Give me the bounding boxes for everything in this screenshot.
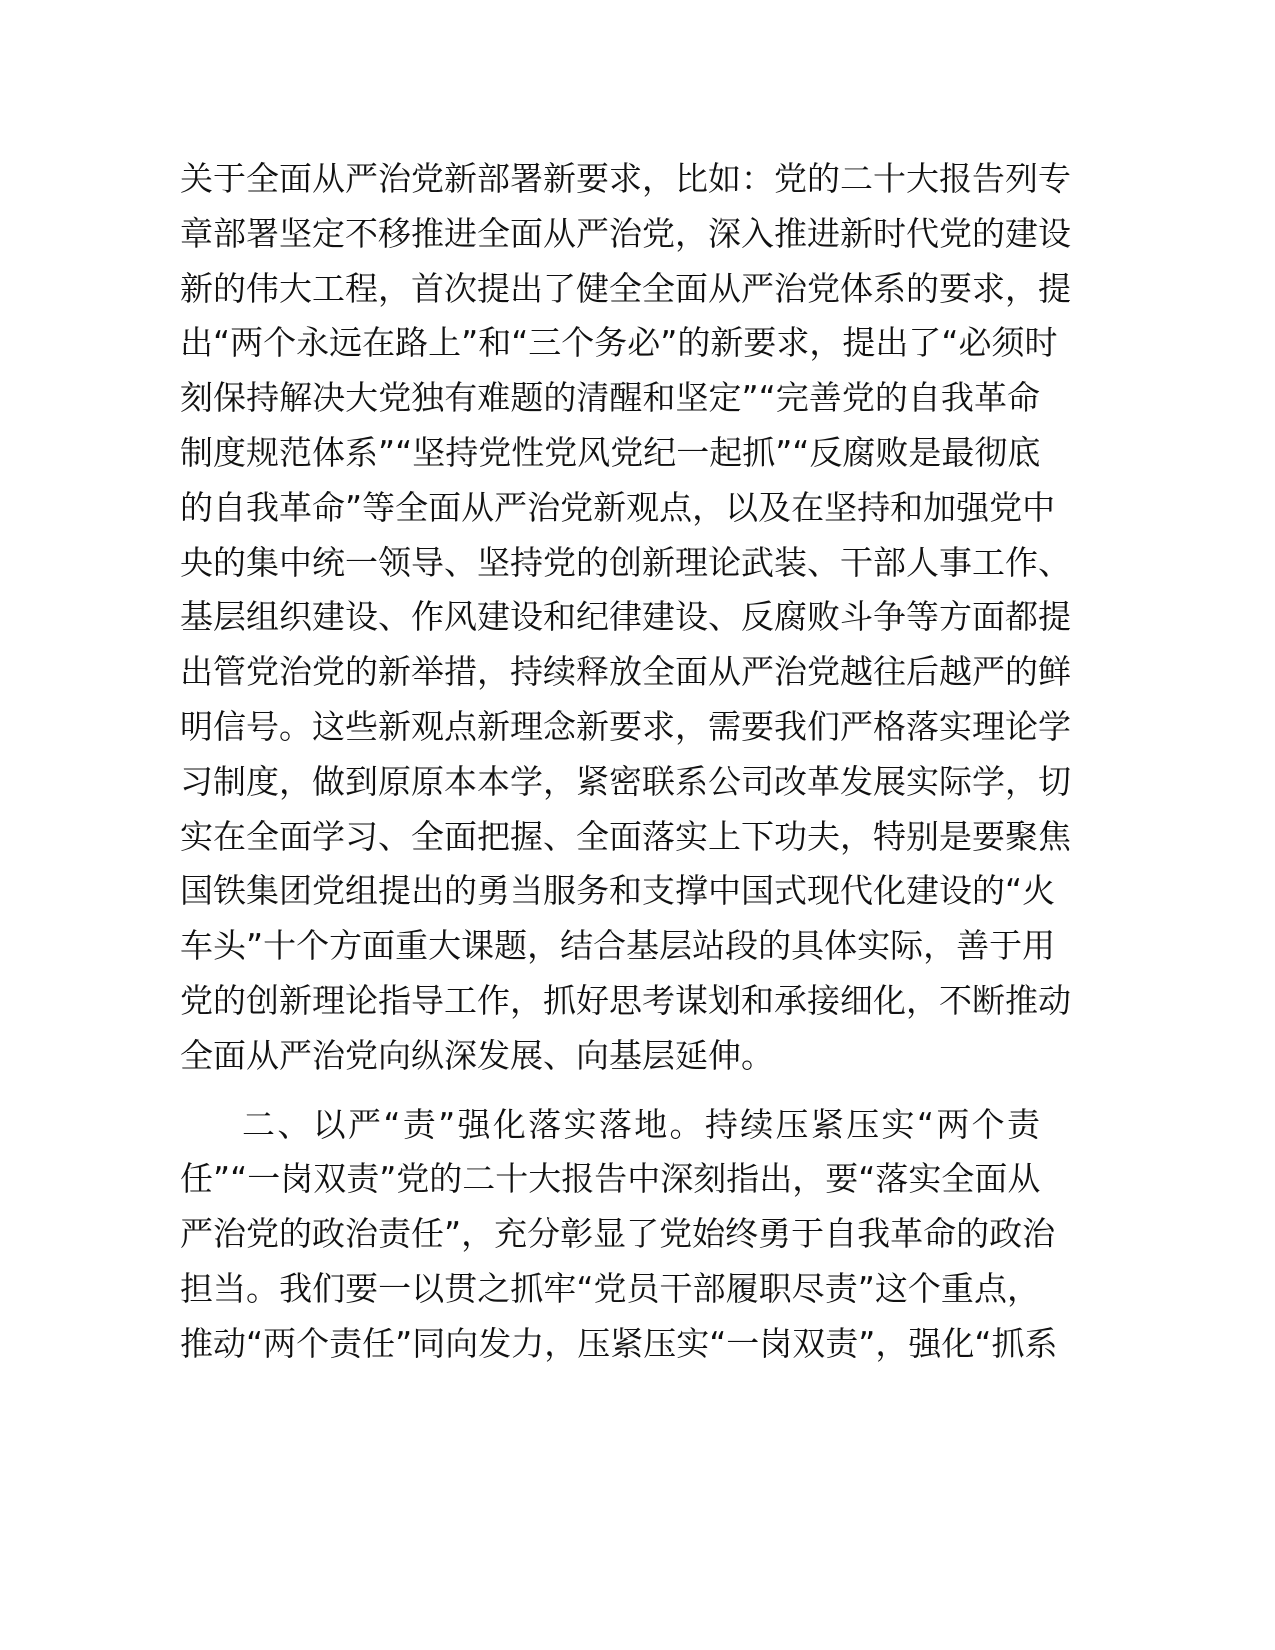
text-line: 习制度，做到原原本本学，紧密联系公司改革发展实际学，切 (180, 761, 1071, 801)
text-line: 出管党治党的新举措，持续释放全面从严治党越往后越严的鲜 (180, 652, 1071, 692)
text-line: 章部署坚定不移推进全面从严治党，深入推进新时代党的建设 (180, 213, 1071, 253)
document-body (180, 152, 1071, 1372)
text-line: 任”“一岗双责”党的二十大报告中深刻指出，要“落实全面从 (180, 1159, 1041, 1199)
text-line: 的自我革命”等全面从严治党新观点，以及在坚持和加强党中 (180, 487, 1056, 527)
text-line: 制度规范体系”“坚持党性党风党纪一起抓”“反腐败是最彻底 (180, 432, 1041, 472)
text-line: 车头”十个方面重大课题，结合基层站段的具体实际，善于用 (180, 926, 1056, 966)
text-line: 刻保持解决大党独有难题的清醒和坚定”“完善党的自我革命 (180, 378, 1040, 418)
text-line: 担当。我们要一以贯之抓牢“党员干部履职尽责”这个重点， (180, 1268, 1040, 1308)
text-line: 新的伟大工程，首次提出了健全全面从严治党体系的要求，提 (180, 268, 1071, 308)
text-line: 央的集中统一领导、坚持党的创新理论武装、干部人事工作、 (180, 542, 1071, 582)
text-line: 国铁集团党组提出的勇当服务和支撑中国式现代化建设的“火 (180, 871, 1056, 911)
text-line: 基层组织建设、作风建设和纪律建设、反腐败斗争等方面都提 (180, 597, 1071, 637)
section-heading-line: 二、以严“责”强化落实落地。持续压紧压实“两个责 (242, 1104, 1040, 1144)
text-line: 推动“两个责任”同向发力，压紧压实“一岗双责”，强化“抓系 (180, 1323, 1058, 1363)
text-line: 全面从严治党向纵深发展、向基层延伸。 (180, 1035, 774, 1075)
text-line: 严治党的政治责任”，充分彰显了党始终勇于自我革命的政治 (180, 1214, 1056, 1254)
paragraph-1 (180, 152, 1071, 1084)
text-line: 关于全面从严治党新部署新要求，比如：党的二十大报告列专 (180, 159, 1071, 198)
text-line: 实在全面学习、全面把握、全面落实上下功夫，特别是要聚焦 (180, 816, 1071, 856)
text-line: 明信号。这些新观点新理念新要求，需要我们严格落实理论学 (180, 706, 1071, 746)
text-line: 党的创新理论指导工作，抓好思考谋划和承接细化，不断推动 (180, 980, 1071, 1020)
paragraph-2 (180, 1098, 1058, 1372)
text-line: 出“两个永远在路上”和“三个务必”的新要求，提出了“必须时 (180, 323, 1058, 363)
